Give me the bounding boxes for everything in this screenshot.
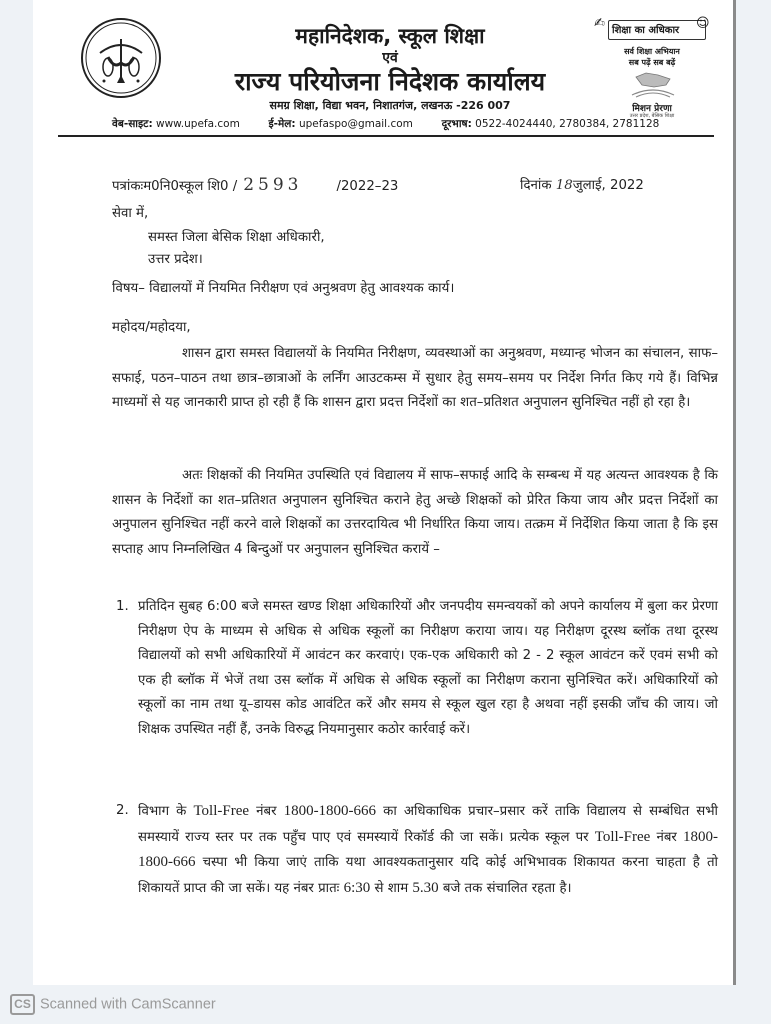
phone-numbers: 0522-4024440, 2780384, 2781128 bbox=[475, 118, 660, 130]
rte-logo-text: शिक्षा का अधिकार bbox=[612, 25, 680, 36]
reference-number bbox=[112, 175, 398, 195]
phone-label: दूरभाष: bbox=[441, 118, 472, 130]
point-2 bbox=[116, 799, 719, 901]
point-text: प्रतिदिन सुबह 6:00 बजे समस्त खण्ड शिक्षा अधिकारियों और जनपदीय समन्वयकों को अपने कार्यालय में बुला कर प्रेरणा निरीक्षण ऐप के माध्यम से अधिक से अधिक स्कूलों का निरीक्षण कराया जाय। यह निरीक्षण दूरस्थ ब्लॉक तथा दूरस्थ विद्यालयों को सभी अधिकारियों में आवंटन कर करवाएं। एक-एक अधिकारी को 2 - 2 स्कूल आवंटन करें एवमं सभी को एक ही ब्लॉक में भेजें तथा उस ब्लॉक में अधिक से अधिक स्कूलों का निरीक्षण कराना सुनिश्चित करें। अधिकारियों को स्कूलों का नाम तथा यू–डायस कोड आवंटित करें और समय से स्कूल खुल रहा है अथवा नहीं इसकी जाँच की जाय। जो शिक्षक उपस्थित नहीं हैं, उनके विरुद्ध नियमानुसार कठोर कार्रवाई करें। bbox=[138, 599, 718, 737]
up-government-emblem-icon bbox=[80, 17, 162, 99]
toll-free-label: Toll-Free bbox=[594, 828, 651, 845]
office-title-line1: महानिदेशक, स्कूल शिक्षा bbox=[295, 24, 485, 48]
recipient-line1: समस्त जिला बेसिक शिक्षा अधिकारी, bbox=[148, 230, 325, 245]
mission-prerna-logo: मिशन प्रेरणा bbox=[632, 104, 672, 114]
end-time: 5.30 bbox=[412, 879, 439, 896]
office-title-line2: राज्य परियोजना निदेशक कार्यालय bbox=[234, 67, 546, 96]
toll-free-number: 1800-1800-666 bbox=[138, 828, 718, 870]
point-number: 1. bbox=[116, 599, 129, 614]
toll-free-number: 1800-1800-666 bbox=[283, 803, 377, 819]
toll-free-label: Toll-Free bbox=[193, 803, 250, 819]
camscanner-text: Scanned with CamScanner bbox=[40, 996, 216, 1013]
child-figure-icon: ✍ bbox=[594, 16, 605, 31]
camscanner-watermark bbox=[10, 994, 216, 1015]
child-figure-icon: ☺ bbox=[696, 16, 710, 31]
start-time: 6:30 bbox=[343, 879, 371, 896]
email-address: upefaspo@gmail.com bbox=[298, 118, 413, 130]
point-text-part: का अधिकाधिक प्रचार–प्रसार करें ताकि विद्यालय से सम्बंधित सभी समस्यायें राज्य स्तर पर तक पहुँच पाए एवं समस्यायें रिकॉर्ड की जा सकें। प्रत्येक स्कूल पर bbox=[138, 804, 719, 845]
reference-prefix: पत्रांकःम0नि0स्कूल शि0 / bbox=[112, 179, 238, 194]
ssa-logo-line1: सर्व शिक्षा अभियान bbox=[624, 47, 680, 56]
date-label: दिनांक bbox=[520, 178, 552, 193]
point-text-part: चस्पा भी किया जाएं ताकि यथा आवश्यकतानुसार यदि कोई अभिभावक शिकायत करना चाहता है तो शिकायतें प्राप्त की जा सकें। यह नंबर प्रातः bbox=[138, 855, 718, 896]
date-month-year: जुलाई, 2022 bbox=[572, 178, 644, 193]
point-1 bbox=[116, 595, 718, 742]
point-text-part: बजे तक संचालित रहता है। bbox=[438, 880, 572, 896]
point-text-part: विभाग के bbox=[138, 804, 194, 819]
recipient-line2: उत्तर प्रदेश। bbox=[148, 252, 203, 267]
right-logo-block bbox=[592, 14, 712, 122]
website-label: वेब-साइट: bbox=[112, 118, 153, 130]
up-map-book-icon bbox=[628, 69, 678, 99]
salutation-to: सेवा में, bbox=[112, 206, 149, 221]
handwritten-reference-number: 2593 bbox=[243, 175, 303, 195]
letterhead-divider bbox=[58, 135, 714, 137]
salutation: महोदय/महोदया, bbox=[112, 320, 191, 335]
point-text-part: नंबर bbox=[249, 804, 284, 819]
point-number: 2. bbox=[116, 803, 129, 818]
handwritten-date-day: 18 bbox=[555, 178, 573, 193]
email-label: ई-मेल: bbox=[268, 118, 296, 130]
letter-subject: विषय– विद्यालयों में नियमित निरीक्षण एवं अनुश्रवण हेतु आवश्यक कार्य। bbox=[112, 281, 455, 296]
website-link: www.upefa.com bbox=[156, 118, 240, 130]
point-text-part: से शाम bbox=[370, 880, 413, 896]
ssa-logo-line2: सब पढ़ें सब बढ़ें bbox=[628, 58, 676, 67]
body-paragraph-1: शासन द्वारा समस्त विद्यालयों के नियमित निरीक्षण, व्यवस्थाओं का अनुश्रवण, मध्यान्ह भोजन का संचालन, साफ–सफाई, पठन–पाठन तथा छात्र–छात्राओं के लर्निंग आउटकम्स में सुधार हेतु समय–समय पर निर्देश निर्गत किए गये हैं। विभिन्न माध्यमों से यह जानकारी प्राप्त हो रही हैं कि शासन द्वारा प्रदत्त निर्देशों का शत–प्रतिशत अनुपालन सुनिश्चित नहीं हो रहा है। bbox=[112, 346, 718, 410]
office-address: समग्र शिक्षा, विद्या भवन, निशातगंज, लखनऊ -226 007 bbox=[269, 99, 511, 112]
office-title-conjunction: एवं bbox=[382, 50, 398, 66]
point-text-part: नंबर bbox=[650, 829, 683, 845]
reference-year: /2022–23 bbox=[336, 179, 399, 194]
mission-prerna-subtitle: उत्तर प्रदेश, बेसिक शिक्षा bbox=[629, 113, 675, 119]
body-paragraph-2: अतः शिक्षकों की नियमित उपस्थिति एवं विद्यालय में साफ–सफाई आदि के सम्बन्ध में यह अत्यन्त आवश्यक है कि शासन के निर्देशों का शत–प्रतिशत अनुपालन सुनिश्चित कराने हेतु अच्छे शिक्षकों को प्रेरित किया जाय और प्रदत्त निर्देशों का अनुपालन सुनिश्चित नहीं करने वाले शिक्षकों का उत्तरदायित्व भी निर्धारित किया जाय। तत्क्रम में निर्देशित किया जाता है कि इस सप्ताह आप निम्नलिखित 4 बिन्दुओं पर अनुपालन सुनिश्चित करायें – bbox=[112, 468, 718, 557]
page-edge-shadow bbox=[733, 0, 736, 985]
camscanner-logo-icon: CS bbox=[10, 994, 35, 1015]
letter-date bbox=[520, 175, 644, 193]
